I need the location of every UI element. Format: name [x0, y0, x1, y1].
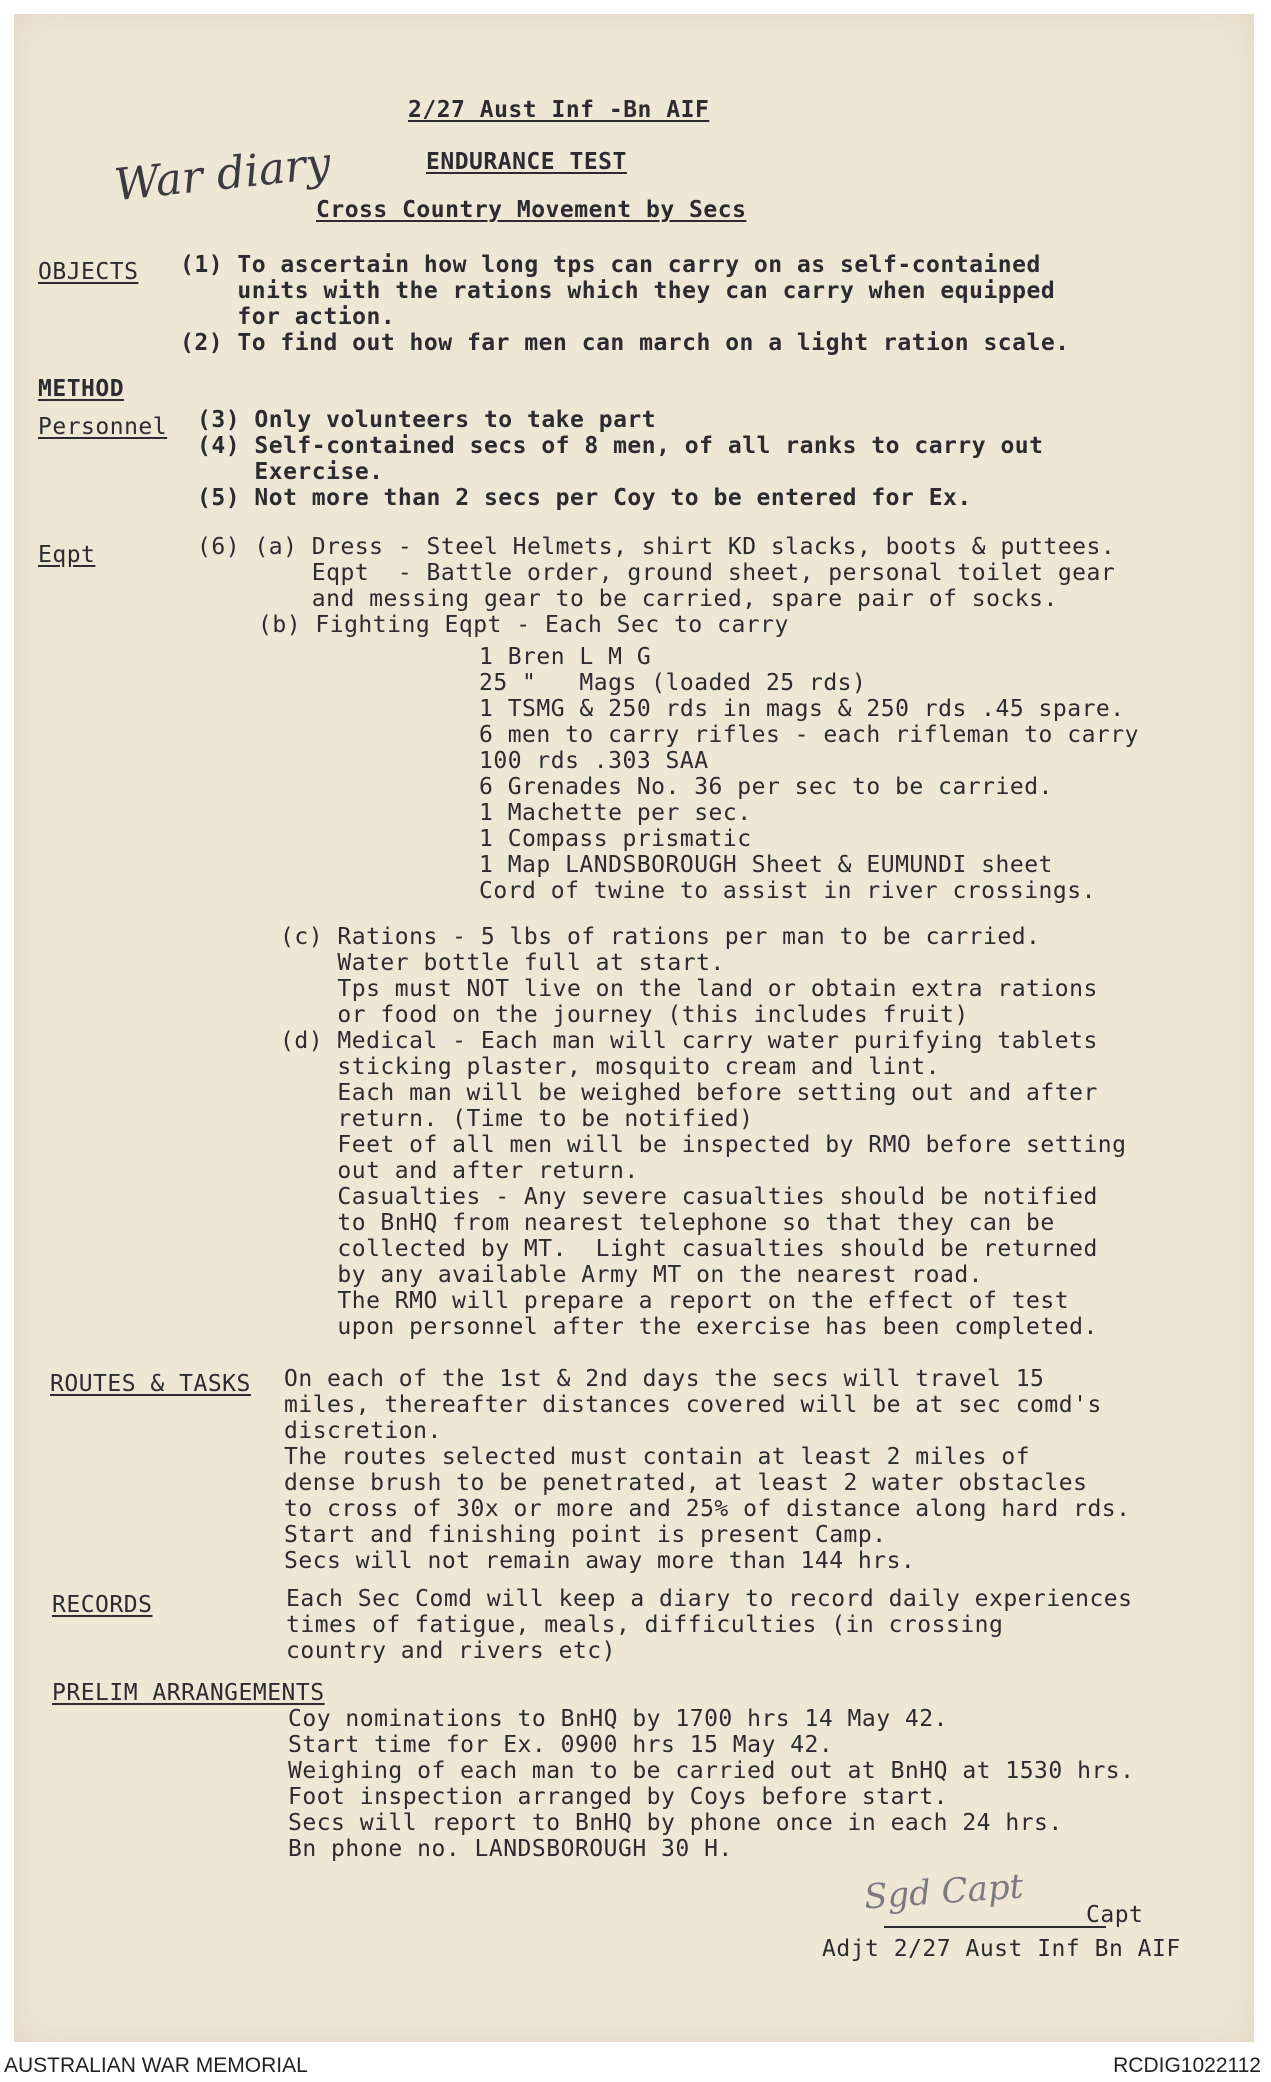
eqpt-b-item: 1 TSMG & 250 rds in mags & 250 rds .45 spare.: [479, 696, 1125, 722]
eqpt-label: Eqpt: [38, 542, 96, 568]
objects-line: units with the rations which they can carry when equipped: [180, 278, 1056, 304]
eqpt-d-line: (d) Medical - Each man will carry water purifying tablets: [280, 1028, 1098, 1054]
eqpt-d-line: Each man will be weighed before setting out and after: [280, 1080, 1098, 1106]
document-sheet: [14, 14, 1254, 2042]
eqpt-d-line: collected by MT. Light casualties should be returned: [280, 1236, 1098, 1262]
method-label: METHOD: [38, 376, 125, 402]
eqpt-b-item: Cord of twine to assist in river crossings.: [479, 878, 1096, 904]
objects-label: OBJECTS: [38, 259, 139, 285]
signature-rank: Capt: [1086, 1902, 1144, 1928]
signature-appointment: Adjt 2/27 Aust Inf Bn AIF: [822, 1936, 1181, 1962]
eqpt-a-line: and messing gear to be carried, spare pair of socks.: [197, 586, 1058, 612]
eqpt-b-item: 6 Grenades No. 36 per sec to be carried.: [479, 774, 1053, 800]
personnel-label: Personnel: [38, 414, 168, 440]
personnel-line: (3) Only volunteers to take part: [197, 407, 657, 433]
routes-line: On each of the 1st & 2nd days the secs will travel 15: [284, 1366, 1045, 1392]
records-label: RECORDS: [52, 1592, 153, 1618]
prelim-line: Secs will report to BnHQ by phone once in each 24 hrs.: [288, 1810, 1063, 1836]
eqpt-b-heading: (b) Fighting Eqpt - Each Sec to carry: [258, 612, 789, 638]
footer-left: AUSTRALIAN WAR MEMORIAL: [4, 2054, 308, 2077]
war-diary-annotation: War diary: [111, 137, 334, 212]
eqpt-d-line: sticking plaster, mosquito cream and lint.: [280, 1054, 940, 1080]
prelim-line: Coy nominations to BnHQ by 1700 hrs 14 May 42.: [288, 1706, 948, 1732]
eqpt-b-item: 25 " Mags (loaded 25 rds): [479, 670, 867, 696]
eqpt-d-line: upon personnel after the exercise has been completed.: [280, 1314, 1098, 1340]
records-line: country and rivers etc): [286, 1638, 616, 1664]
eqpt-d-line: to BnHQ from nearest telephone so that they can be: [280, 1210, 1055, 1236]
eqpt-d-line: The RMO will prepare a report on the effect of test: [280, 1288, 1070, 1314]
eqpt-b-item: 100 rds .303 SAA: [479, 748, 709, 774]
eqpt-c-line: (c) Rations - 5 lbs of rations per man to be carried.: [280, 924, 1041, 950]
prelim-line: Weighing of each man to be carried out at BnHQ at 1530 hrs.: [288, 1758, 1135, 1784]
prelim-label: PRELIM ARRANGEMENTS: [52, 1680, 325, 1706]
eqpt-c-line: Water bottle full at start.: [280, 950, 725, 976]
eqpt-b-item: 1 Bren L M G: [479, 644, 652, 670]
eqpt-d-line: Feet of all men will be inspected by RMO before setting: [280, 1132, 1127, 1158]
footer-right: RCDIG1022112: [1113, 2054, 1261, 2077]
signature: Sgd Capt: [862, 1866, 1025, 1918]
routes-line: miles, thereafter distances covered will be at sec comd's: [284, 1392, 1102, 1418]
eqpt-d-line: Casualties - Any severe casualties should be notified: [280, 1184, 1098, 1210]
eqpt-d-line: return. (Time to be notified): [280, 1106, 754, 1132]
signature-line: [884, 1926, 1106, 1928]
eqpt-a-line: (6) (a) Dress - Steel Helmets, shirt KD slacks, boots & puttees.: [197, 534, 1116, 560]
eqpt-d-line: out and after return.: [280, 1158, 639, 1184]
records-line: times of fatigue, meals, difficulties (in crossing: [286, 1612, 1004, 1638]
prelim-line: Foot inspection arranged by Coys before start.: [288, 1784, 948, 1810]
routes-line: dense brush to be penetrated, at least 2 water obstacles: [284, 1470, 1088, 1496]
routes-line: Secs will not remain away more than 144 hrs.: [284, 1548, 916, 1574]
routes-line: Start and finishing point is present Camp.: [284, 1522, 887, 1548]
routes-line: discretion.: [284, 1418, 442, 1444]
prelim-line: Start time for Ex. 0900 hrs 15 May 42.: [288, 1732, 834, 1758]
eqpt-d-line: by any available Army MT on the nearest road.: [280, 1262, 984, 1288]
prelim-line: Bn phone no. LANDSBOROUGH 30 H.: [288, 1836, 733, 1862]
objects-line: (2) To find out how far men can march on a light ration scale.: [180, 330, 1070, 356]
eqpt-b-item: 6 men to carry rifles - each rifleman to carry: [479, 722, 1139, 748]
document-title: ENDURANCE TEST: [426, 149, 627, 175]
personnel-line: (4) Self-contained secs of 8 men, of all ranks to carry out: [197, 433, 1044, 459]
eqpt-c-line: Tps must NOT live on the land or obtain extra rations: [280, 976, 1098, 1002]
objects-line: for action.: [180, 304, 396, 330]
routes-line: The routes selected must contain at least 2 miles of: [284, 1444, 1031, 1470]
eqpt-b-item: 1 Compass prismatic: [479, 826, 752, 852]
objects-line: (1) To ascertain how long tps can carry on as self-contained: [180, 252, 1041, 278]
unit-heading: 2/27 Aust Inf -Bn AIF: [408, 97, 710, 123]
eqpt-a-line: Eqpt - Battle order, ground sheet, personal toilet gear: [197, 560, 1116, 586]
eqpt-c-line: or food on the journey (this includes fruit): [280, 1002, 969, 1028]
document-subtitle: Cross Country Movement by Secs: [316, 197, 747, 223]
eqpt-b-item: 1 Map LANDSBOROUGH Sheet & EUMUNDI sheet: [479, 852, 1053, 878]
records-line: Each Sec Comd will keep a diary to record daily experiences: [286, 1586, 1133, 1612]
eqpt-b-item: 1 Machette per sec.: [479, 800, 752, 826]
routes-label: ROUTES & TASKS: [50, 1371, 251, 1397]
personnel-line: (5) Not more than 2 secs per Coy to be entered for Ex.: [197, 485, 972, 511]
personnel-line: Exercise.: [197, 459, 384, 485]
routes-line: to cross of 30x or more and 25% of distance along hard rds.: [284, 1496, 1131, 1522]
